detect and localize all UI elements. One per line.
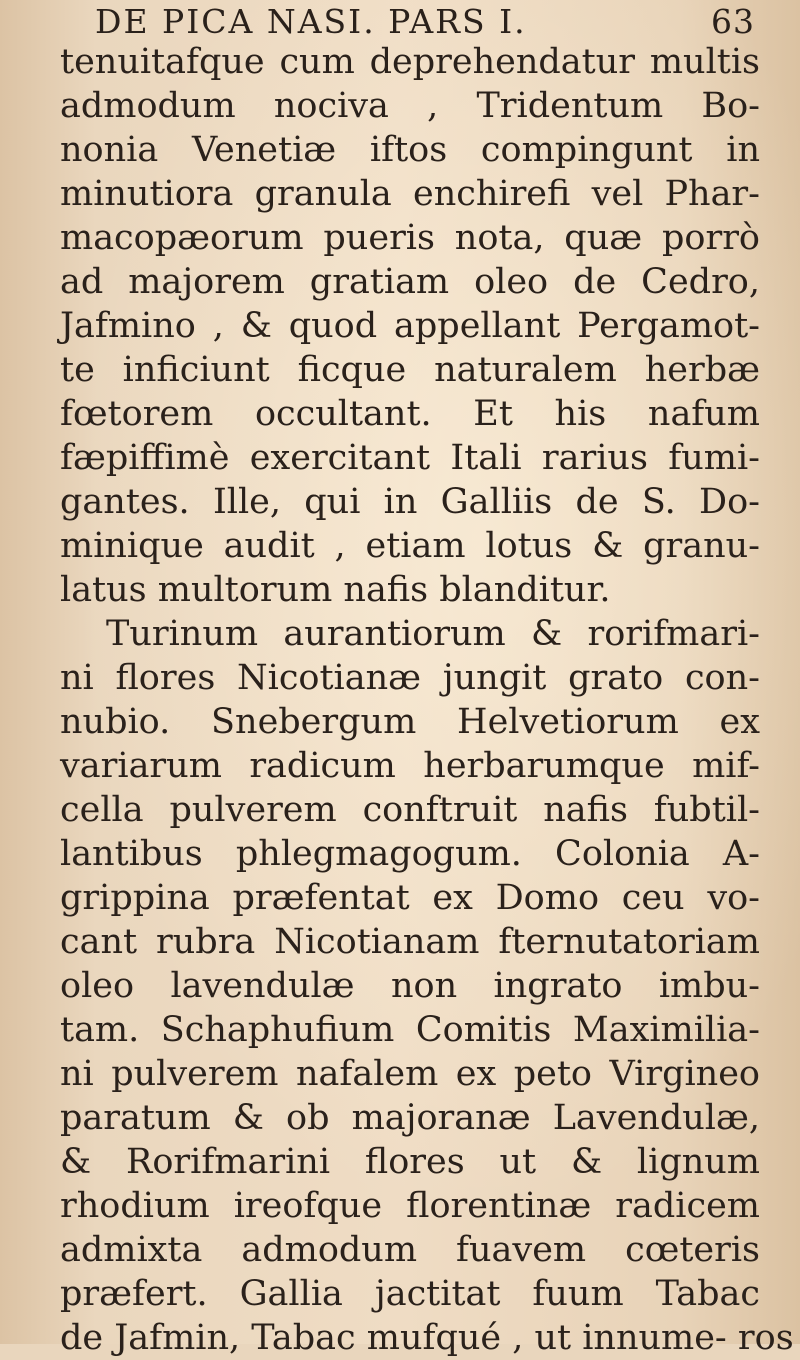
text-line: nubio. Snebergum Helvetiorum ex <box>60 702 760 742</box>
catchword: ros <box>726 1318 794 1358</box>
text-line: minutiora granula enchirefi vel Phar- <box>60 174 760 214</box>
page-number: 63 <box>711 2 755 41</box>
text-line: tenuitafque cum deprehendatur multis <box>60 42 760 82</box>
text-line: minique audit , etiam lotus & granu- <box>60 526 760 566</box>
text-line: admodum nociva , Tridentum Bo- <box>60 86 760 126</box>
text-line: lantibus phlegmagogum. Colonia A- <box>60 834 760 874</box>
running-head: DE PICA NASI. PARS I. <box>95 2 527 41</box>
text-line: tam. Schaphufium Comitis Maximilia- <box>60 1010 760 1050</box>
text-line: rhodium ireofque florentinæ radicem <box>60 1186 760 1226</box>
text-line: macopæorum pueris nota, quæ porrò <box>60 218 760 258</box>
text-line: fæpiffimè exercitant Itali rarius fumi- <box>60 438 760 478</box>
text-line: fœtorem occultant. Et his nafum <box>60 394 760 434</box>
text-line: paratum & ob majoranæ Lavendulæ, <box>60 1098 760 1138</box>
text-line: cella pulverem conftruit nafis fubtil- <box>60 790 760 830</box>
page-header <box>95 2 755 40</box>
text-line: ni pulverem nafalem ex peto Virgineo <box>60 1054 760 1094</box>
text-line: cant rubra Nicotianam fternutatoriam <box>60 922 760 962</box>
text-line: latus multorum nafis blanditur. <box>60 570 611 610</box>
text-line: de Jafmin, Tabac mufqué , ut innume- ros <box>60 1318 794 1358</box>
text-line: gantes. Ille, qui in Galliis de S. Do- <box>60 482 760 522</box>
text-line: ni flores Nicotianæ jungit grato con- <box>60 658 760 698</box>
text-line: oleo lavendulæ non ingrato imbu- <box>60 966 760 1006</box>
text-line: Jafmino , & quod appellant Pergamot- <box>60 306 760 346</box>
text-line: ad majorem gratiam oleo de Cedro, <box>60 262 760 302</box>
text-line: variarum radicum herbarumque mif- <box>60 746 760 786</box>
text-line: & Rorifmarini flores ut & lignum <box>60 1142 760 1182</box>
text-line: præfert. Gallia jactitat fuum Tabac <box>60 1274 760 1314</box>
text-line: nonia Venetiæ iftos compingunt in <box>60 130 760 170</box>
text-line: te inficiunt ficque naturalem herbæ <box>60 350 760 390</box>
paragraph-start-line: Turinum aurantiorum & rorifmari- <box>106 614 760 654</box>
text-line: grippina præfentat ex Domo ceu vo- <box>60 878 760 918</box>
text-line: admixta admodum fuavem cœteris <box>60 1230 760 1270</box>
